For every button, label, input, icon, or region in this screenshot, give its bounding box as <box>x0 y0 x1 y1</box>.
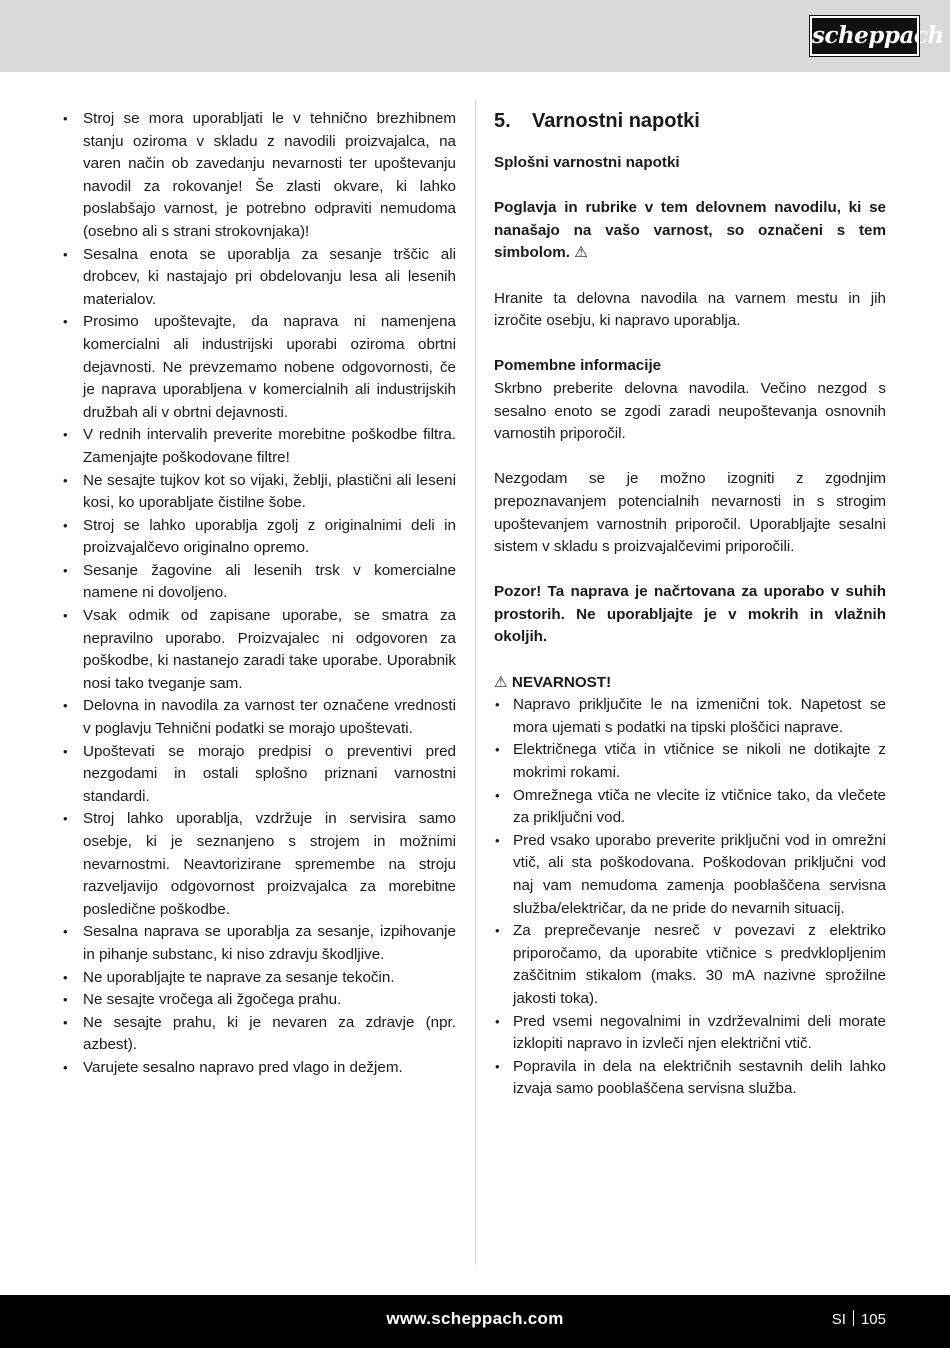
safety-list <box>62 108 456 1080</box>
list-item: • Prosimo upoštevajte, da naprava ni namenjena komercialni ali industrijski uporabi oziroma obrtni dejavnosti. Ne prevzemamo nobene odgovornosti, če je naprava uporabljena v komercialnih ali industrijskih družbah ali v obrtni dejavnosti. <box>62 311 456 424</box>
list-item: • Za preprečevanje nesreč v povezavi z elektriko priporočamo, da uporabite vtičnice s predvklopljenim zaščitnim stikalom (maks. 30 mA nazivne sprožilne jakosti toka). <box>494 920 886 1010</box>
important-heading: Pomembne informacije <box>494 357 662 375</box>
list-item: • Varujete sesalno napravo pred vlago in dežjem. <box>62 1057 456 1080</box>
list-item: • Upoštevati se morajo predpisi o preventivi pred nezgodami in ostali splošno priznani varnostni standardi. <box>62 741 456 809</box>
list-item: • Omrežnega vtiča ne vlecite iz vtičnice tako, da vlečete za priključni vod. <box>494 785 886 830</box>
prevention-paragraph: Nezgodam se je možno izogniti z zgodnjim prepoznavanjem potencialnih nevarnosti in s strogim upoštevanjem varnostnih priporočil. Uporabljajte sesalni sistem v skladu s proizvajalčevimi priporočili. <box>494 470 886 556</box>
left-column <box>62 108 456 1080</box>
intro-paragraph <box>494 197 886 265</box>
list-item: • Stroj se lahko uporablja zgolj z originalnimi deli in proizvajalčevo originalno opremo. <box>62 515 456 560</box>
list-item: • Vsak odmik od zapisane uporabe, se smatra za nepravilno uporabo. Proizvajalec ni odgovoren za poškodbe, ki nastanejo zaradi take uporabe. Uporabnik nosi tako tveganje sam. <box>62 605 456 695</box>
list-item: • Ne sesajte vročega ali žgočega prahu. <box>62 989 456 1012</box>
list-item: • Sesalna naprava se uporablja za sesanje, izpihovanje in pihanje substanc, ki niso zdravju škodljive. <box>62 921 456 966</box>
list-item: • Stroj lahko uporablja, vzdržuje in servisira samo osebje, ki je seznanjeno s strojem in možnimi nevarnostmi. Neavtorizirane spremembe na stroju razveljavijo odgovornost proizvajalca za morebitne posledične poškodbe. <box>62 808 456 921</box>
storage-paragraph: Hranite ta delovna navodila na varnem mestu in jih izročite osebju, ki napravo uporablja. <box>494 289 886 330</box>
list-item: • Sesanje žagovine ali lesenih trsk v komercialne namene ni dovoljeno. <box>62 560 456 605</box>
list-item: • Stroj se mora uporabljati le v tehnično brezhibnem stanju oziroma v skladu z navodili proizvajalca, na varen način ob zavedanju nevarnosti ter upoštevanju navodil za rokovanje! Še zlasti okvare, ki lahko poslabšajo varnost, je potrebno odpraviti nemudoma (osebno ali s strani strokovnjaka)! <box>62 108 456 244</box>
list-item: • Pred vsemi negovalnimi in vzdrževalnimi deli morate izklopiti napravo in izvleči njen električni vtič. <box>494 1011 886 1056</box>
intro-text: Poglavja in rubrike v tem delovnem navodilu, ki se nanašajo na vašo varnost, so označeni s tem simbolom. <box>494 199 886 262</box>
list-item: • Ne sesajte prahu, ki je nevaren za zdravje (npr. azbest). <box>62 1012 456 1057</box>
list-item: • Sesalna enota se uporablja za sesanje trščic ali drobcev, ki nastajajo pri obdelovanju lesa ali lesenih materialov. <box>62 244 456 312</box>
important-text: Skrbno preberite delovna navodila. Večino nezgod s sesalno enoto se zgodi zaradi neupoštevanja osnovnih varnostih priporočil. <box>494 379 886 443</box>
right-column <box>494 108 886 1101</box>
warning-triangle-icon: ⚠ <box>574 244 588 262</box>
page-indicator <box>832 1310 886 1328</box>
language-code: SI <box>831 1311 846 1328</box>
danger-heading <box>494 672 886 695</box>
separator <box>853 1310 854 1326</box>
website-link[interactable]: www.scheppach.com <box>386 1309 564 1328</box>
section-number: 5. <box>494 110 511 132</box>
caution-paragraph: Pozor! Ta naprava je načrtovana za uporabo v suhih prostorih. Ne uporabljajte je v mokrih in vlažnih okoljih. <box>494 583 886 646</box>
warning-triangle-icon: ⚠ <box>494 673 508 691</box>
list-item: • Popravila in dela na električnih sestavnih delih lahko izvaja samo pooblaščena servisna služba. <box>494 1056 886 1101</box>
list-item: • Ne uporabljajte te naprave za sesanje tekočin. <box>62 967 456 990</box>
page-number: 105 <box>860 1311 886 1328</box>
list-item: • Pred vsako uporabo preverite priključni vod in omrežni vtič, ali sta poškodovana. Poškodovan priključni vod naj vam nemudoma zamenja pooblaščena servisna služba/električar, da ne pride do nevarnih situacij. <box>494 830 886 920</box>
danger-heading-text: NEVARNOST! <box>511 673 612 691</box>
danger-list <box>494 694 886 1101</box>
list-item: • Delovna in navodila za varnost ter označene vrednosti v poglavju Tehnični podatki se morajo upoštevati. <box>62 695 456 740</box>
section-title <box>494 108 886 134</box>
list-item: • V rednih intervalih preverite morebitne poškodbe filtra. Zamenjajte poškodovane filtre! <box>62 424 456 469</box>
list-item: • Ne sesajte tujkov kot so vijaki, žeblji, plastični ali leseni kosi, ko uporabljate čistilne šobe. <box>62 470 456 515</box>
header-band <box>0 0 950 72</box>
brand-logo: scheppach <box>810 16 919 56</box>
section-title-text: Varnostni napotki <box>532 110 700 132</box>
column-divider <box>475 100 476 1265</box>
list-item: • Električnega vtiča in vtičnice se nikoli ne dotikajte z mokrimi rokami. <box>494 739 886 784</box>
footer-bar <box>0 1295 950 1348</box>
subtitle: Splošni varnostni napotki <box>494 154 680 171</box>
list-item: • Napravo priključite le na izmenični tok. Napetost se mora ujemati s podatki na tipski ploščici naprave. <box>494 694 886 739</box>
